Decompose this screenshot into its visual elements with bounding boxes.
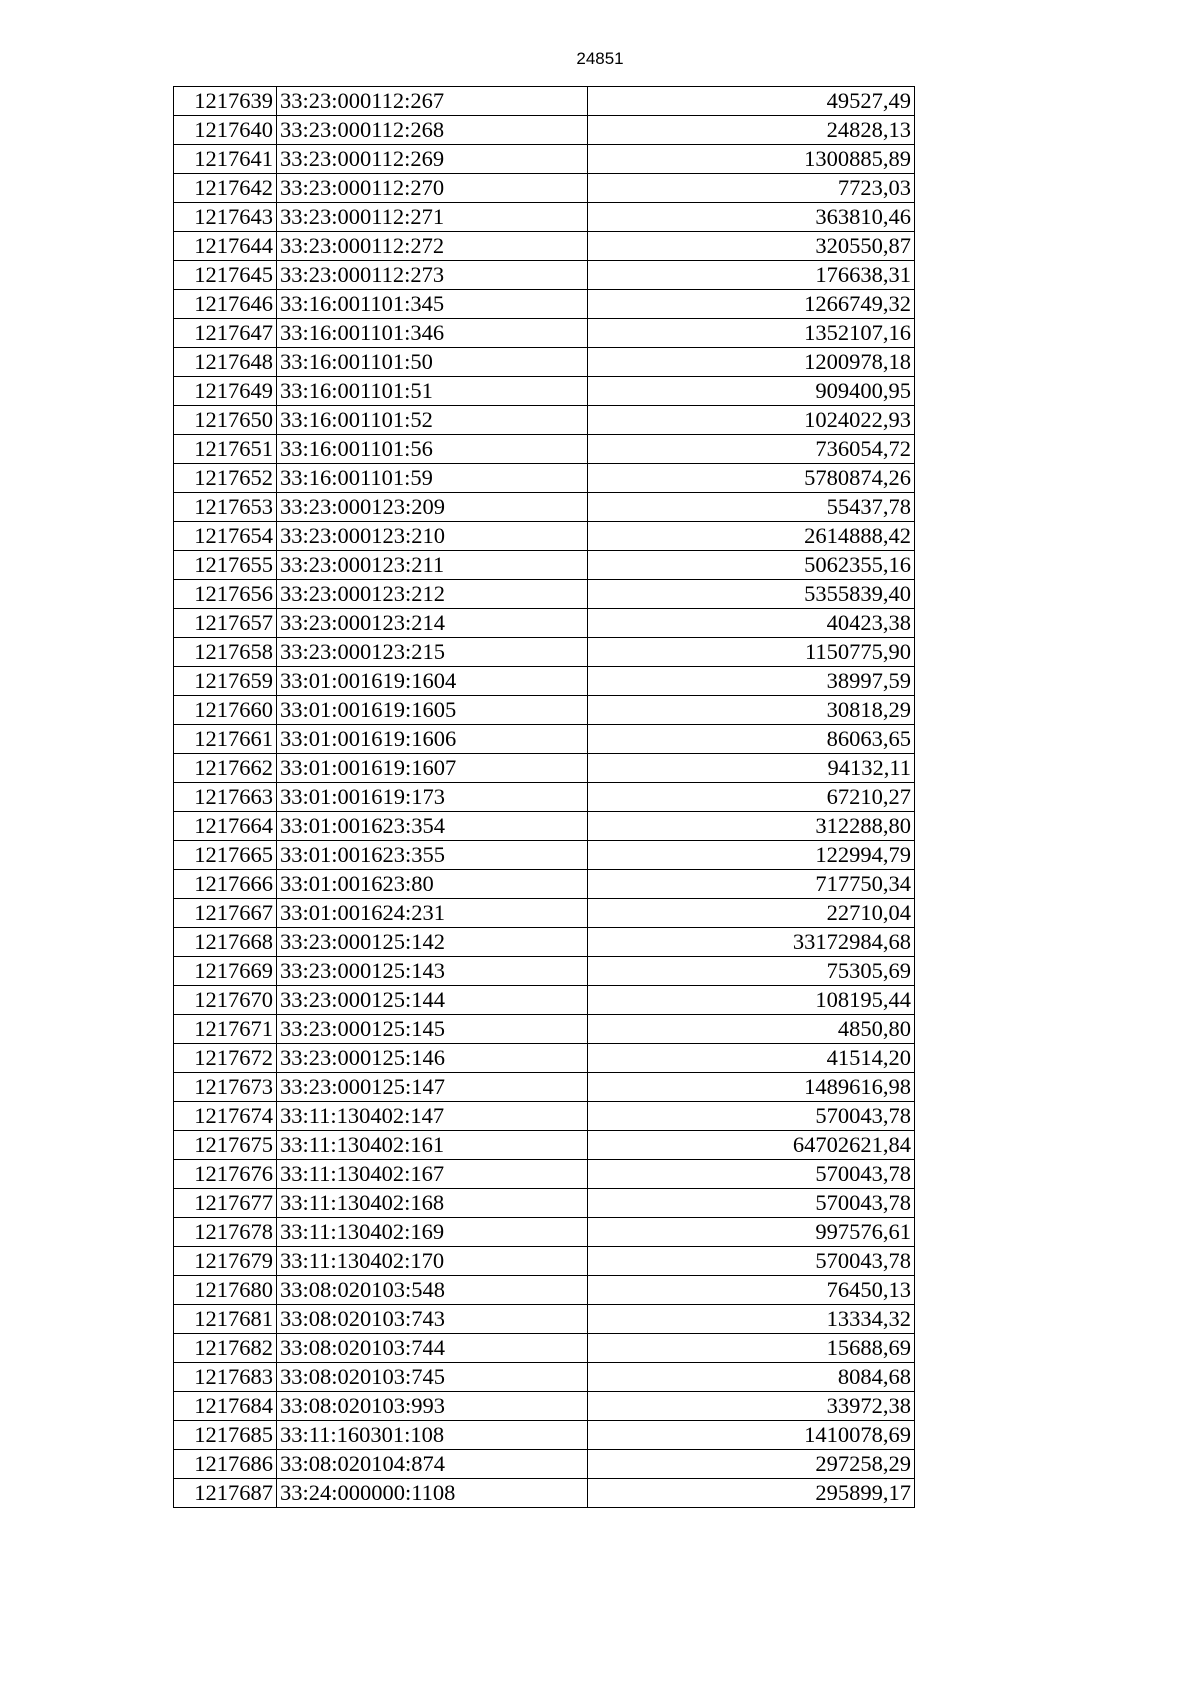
table-row	[174, 203, 915, 232]
row-id-cell: 1217684	[174, 1392, 277, 1421]
cadastral-number-cell: 33:23:000112:271	[277, 203, 588, 232]
row-id-cell: 1217644	[174, 232, 277, 261]
table-row	[174, 696, 915, 725]
cadastral-number-cell: 33:23:000123:212	[277, 580, 588, 609]
row-id-cell: 1217686	[174, 1450, 277, 1479]
table-row	[174, 1073, 915, 1102]
row-id-cell: 1217687	[174, 1479, 277, 1508]
row-id-cell: 1217674	[174, 1102, 277, 1131]
table-row	[174, 1247, 915, 1276]
value-cell: 13334,32	[588, 1305, 915, 1334]
cadastral-number-cell: 33:08:020103:745	[277, 1363, 588, 1392]
cadastral-number-cell: 33:11:130402:167	[277, 1160, 588, 1189]
value-cell: 67210,27	[588, 783, 915, 812]
row-id-cell: 1217655	[174, 551, 277, 580]
table-row	[174, 899, 915, 928]
cadastral-number-cell: 33:23:000123:209	[277, 493, 588, 522]
row-id-cell: 1217682	[174, 1334, 277, 1363]
table-row	[174, 1363, 915, 1392]
table-row	[174, 1421, 915, 1450]
value-cell: 122994,79	[588, 841, 915, 870]
row-id-cell: 1217651	[174, 435, 277, 464]
row-id-cell: 1217662	[174, 754, 277, 783]
value-cell: 8084,68	[588, 1363, 915, 1392]
table-row	[174, 841, 915, 870]
row-id-cell: 1217643	[174, 203, 277, 232]
cadastral-number-cell: 33:16:001101:56	[277, 435, 588, 464]
value-cell: 1024022,93	[588, 406, 915, 435]
value-cell: 5780874,26	[588, 464, 915, 493]
row-id-cell: 1217685	[174, 1421, 277, 1450]
cadastral-number-cell: 33:16:001101:51	[277, 377, 588, 406]
row-id-cell: 1217668	[174, 928, 277, 957]
cadastral-number-cell: 33:23:000125:146	[277, 1044, 588, 1073]
row-id-cell: 1217652	[174, 464, 277, 493]
row-id-cell: 1217640	[174, 116, 277, 145]
row-id-cell: 1217639	[174, 87, 277, 116]
table-row	[174, 812, 915, 841]
row-id-cell: 1217669	[174, 957, 277, 986]
value-cell: 40423,38	[588, 609, 915, 638]
table-row	[174, 1276, 915, 1305]
value-cell: 30818,29	[588, 696, 915, 725]
cadastral-number-cell: 33:11:160301:108	[277, 1421, 588, 1450]
cadastral-number-cell: 33:01:001619:1604	[277, 667, 588, 696]
table-row	[174, 261, 915, 290]
cadastral-number-cell: 33:23:000112:270	[277, 174, 588, 203]
row-id-cell: 1217663	[174, 783, 277, 812]
cadastral-number-cell: 33:08:020103:743	[277, 1305, 588, 1334]
table-row	[174, 1044, 915, 1073]
table-row	[174, 435, 915, 464]
data-table	[173, 86, 915, 1508]
row-id-cell: 1217659	[174, 667, 277, 696]
table-row	[174, 116, 915, 145]
value-cell: 24828,13	[588, 116, 915, 145]
value-cell: 176638,31	[588, 261, 915, 290]
value-cell: 1266749,32	[588, 290, 915, 319]
row-id-cell: 1217660	[174, 696, 277, 725]
value-cell: 33172984,68	[588, 928, 915, 957]
value-cell: 7723,03	[588, 174, 915, 203]
row-id-cell: 1217677	[174, 1189, 277, 1218]
row-id-cell: 1217664	[174, 812, 277, 841]
table-row	[174, 870, 915, 899]
cadastral-number-cell: 33:11:130402:170	[277, 1247, 588, 1276]
row-id-cell: 1217666	[174, 870, 277, 899]
cadastral-number-cell: 33:24:000000:1108	[277, 1479, 588, 1508]
value-cell: 1200978,18	[588, 348, 915, 377]
cadastral-number-cell: 33:23:000123:211	[277, 551, 588, 580]
value-cell: 717750,34	[588, 870, 915, 899]
table-row	[174, 1479, 915, 1508]
row-id-cell: 1217658	[174, 638, 277, 667]
cadastral-number-cell: 33:11:130402:161	[277, 1131, 588, 1160]
value-cell: 570043,78	[588, 1247, 915, 1276]
cadastral-number-cell: 33:01:001623:355	[277, 841, 588, 870]
cadastral-number-cell: 33:16:001101:346	[277, 319, 588, 348]
cadastral-number-cell: 33:23:000123:214	[277, 609, 588, 638]
row-id-cell: 1217648	[174, 348, 277, 377]
cadastral-number-cell: 33:08:020103:993	[277, 1392, 588, 1421]
cadastral-number-cell: 33:16:001101:50	[277, 348, 588, 377]
cadastral-number-cell: 33:23:000112:272	[277, 232, 588, 261]
cadastral-number-cell: 33:23:000123:215	[277, 638, 588, 667]
value-cell: 41514,20	[588, 1044, 915, 1073]
row-id-cell: 1217676	[174, 1160, 277, 1189]
row-id-cell: 1217673	[174, 1073, 277, 1102]
table-row	[174, 725, 915, 754]
cadastral-number-cell: 33:01:001619:1606	[277, 725, 588, 754]
row-id-cell: 1217649	[174, 377, 277, 406]
table-row	[174, 174, 915, 203]
cadastral-number-cell: 33:08:020103:548	[277, 1276, 588, 1305]
cadastral-number-cell: 33:23:000125:145	[277, 1015, 588, 1044]
value-cell: 363810,46	[588, 203, 915, 232]
table-row	[174, 464, 915, 493]
row-id-cell: 1217661	[174, 725, 277, 754]
value-cell: 2614888,42	[588, 522, 915, 551]
cadastral-number-cell: 33:16:001101:59	[277, 464, 588, 493]
value-cell: 76450,13	[588, 1276, 915, 1305]
table-row	[174, 377, 915, 406]
row-id-cell: 1217657	[174, 609, 277, 638]
value-cell: 4850,80	[588, 1015, 915, 1044]
table-row	[174, 1015, 915, 1044]
cadastral-number-cell: 33:01:001619:1607	[277, 754, 588, 783]
cadastral-number-cell: 33:23:000125:142	[277, 928, 588, 957]
cadastral-number-cell: 33:11:130402:147	[277, 1102, 588, 1131]
table-row	[174, 783, 915, 812]
row-id-cell: 1217665	[174, 841, 277, 870]
cadastral-number-cell: 33:08:020104:874	[277, 1450, 588, 1479]
cadastral-number-cell: 33:23:000125:143	[277, 957, 588, 986]
row-id-cell: 1217646	[174, 290, 277, 319]
row-id-cell: 1217678	[174, 1218, 277, 1247]
value-cell: 94132,11	[588, 754, 915, 783]
row-id-cell: 1217642	[174, 174, 277, 203]
value-cell: 312288,80	[588, 812, 915, 841]
row-id-cell: 1217671	[174, 1015, 277, 1044]
table-row	[174, 551, 915, 580]
row-id-cell: 1217679	[174, 1247, 277, 1276]
cadastral-number-cell: 33:01:001619:1605	[277, 696, 588, 725]
table-row	[174, 145, 915, 174]
cadastral-number-cell: 33:01:001623:80	[277, 870, 588, 899]
value-cell: 49527,49	[588, 87, 915, 116]
table-row	[174, 580, 915, 609]
cadastral-number-cell: 33:23:000112:267	[277, 87, 588, 116]
row-id-cell: 1217675	[174, 1131, 277, 1160]
value-cell: 15688,69	[588, 1334, 915, 1363]
row-id-cell: 1217654	[174, 522, 277, 551]
value-cell: 997576,61	[588, 1218, 915, 1247]
table-row	[174, 609, 915, 638]
cadastral-number-cell: 33:23:000112:269	[277, 145, 588, 174]
value-cell: 297258,29	[588, 1450, 915, 1479]
table-row	[174, 1131, 915, 1160]
table-row	[174, 87, 915, 116]
table-row	[174, 1392, 915, 1421]
cadastral-number-cell: 33:16:001101:345	[277, 290, 588, 319]
table-row	[174, 1160, 915, 1189]
table-row	[174, 986, 915, 1015]
value-cell: 75305,69	[588, 957, 915, 986]
value-cell: 22710,04	[588, 899, 915, 928]
cadastral-number-cell: 33:23:000112:273	[277, 261, 588, 290]
row-id-cell: 1217667	[174, 899, 277, 928]
value-cell: 108195,44	[588, 986, 915, 1015]
table-row	[174, 928, 915, 957]
value-cell: 64702621,84	[588, 1131, 915, 1160]
value-cell: 86063,65	[588, 725, 915, 754]
cadastral-number-cell: 33:01:001624:231	[277, 899, 588, 928]
value-cell: 570043,78	[588, 1102, 915, 1131]
value-cell: 33972,38	[588, 1392, 915, 1421]
table-row	[174, 638, 915, 667]
table-row	[174, 348, 915, 377]
row-id-cell: 1217672	[174, 1044, 277, 1073]
value-cell: 570043,78	[588, 1160, 915, 1189]
value-cell: 5355839,40	[588, 580, 915, 609]
table-row	[174, 493, 915, 522]
value-cell: 55437,78	[588, 493, 915, 522]
value-cell: 909400,95	[588, 377, 915, 406]
page-number: 24851	[576, 49, 624, 68]
cadastral-number-cell: 33:08:020103:744	[277, 1334, 588, 1363]
cadastral-number-cell: 33:16:001101:52	[277, 406, 588, 435]
table-row	[174, 667, 915, 696]
row-id-cell: 1217645	[174, 261, 277, 290]
table-row	[174, 1305, 915, 1334]
table-row	[174, 1102, 915, 1131]
value-cell: 736054,72	[588, 435, 915, 464]
cadastral-number-cell: 33:23:000125:144	[277, 986, 588, 1015]
table-row	[174, 754, 915, 783]
row-id-cell: 1217670	[174, 986, 277, 1015]
table-row	[174, 232, 915, 261]
table-row	[174, 1189, 915, 1218]
table-row	[174, 522, 915, 551]
value-cell: 320550,87	[588, 232, 915, 261]
value-cell: 1300885,89	[588, 145, 915, 174]
row-id-cell: 1217641	[174, 145, 277, 174]
value-cell: 38997,59	[588, 667, 915, 696]
row-id-cell: 1217656	[174, 580, 277, 609]
row-id-cell: 1217681	[174, 1305, 277, 1334]
row-id-cell: 1217647	[174, 319, 277, 348]
table-row	[174, 290, 915, 319]
cadastral-number-cell: 33:01:001623:354	[277, 812, 588, 841]
table-row	[174, 957, 915, 986]
value-cell: 1150775,90	[588, 638, 915, 667]
cadastral-number-cell: 33:23:000125:147	[277, 1073, 588, 1102]
value-cell: 1410078,69	[588, 1421, 915, 1450]
value-cell: 5062355,16	[588, 551, 915, 580]
value-cell: 570043,78	[588, 1189, 915, 1218]
cadastral-number-cell: 33:11:130402:168	[277, 1189, 588, 1218]
row-id-cell: 1217653	[174, 493, 277, 522]
table-row	[174, 319, 915, 348]
cadastral-number-cell: 33:11:130402:169	[277, 1218, 588, 1247]
row-id-cell: 1217650	[174, 406, 277, 435]
cadastral-number-cell: 33:01:001619:173	[277, 783, 588, 812]
table-row	[174, 1334, 915, 1363]
row-id-cell: 1217680	[174, 1276, 277, 1305]
table-row	[174, 1450, 915, 1479]
row-id-cell: 1217683	[174, 1363, 277, 1392]
table-body	[174, 87, 915, 1508]
table-row	[174, 1218, 915, 1247]
table-row	[174, 406, 915, 435]
cadastral-number-cell: 33:23:000123:210	[277, 522, 588, 551]
value-cell: 1489616,98	[588, 1073, 915, 1102]
value-cell: 1352107,16	[588, 319, 915, 348]
cadastral-number-cell: 33:23:000112:268	[277, 116, 588, 145]
value-cell: 295899,17	[588, 1479, 915, 1508]
